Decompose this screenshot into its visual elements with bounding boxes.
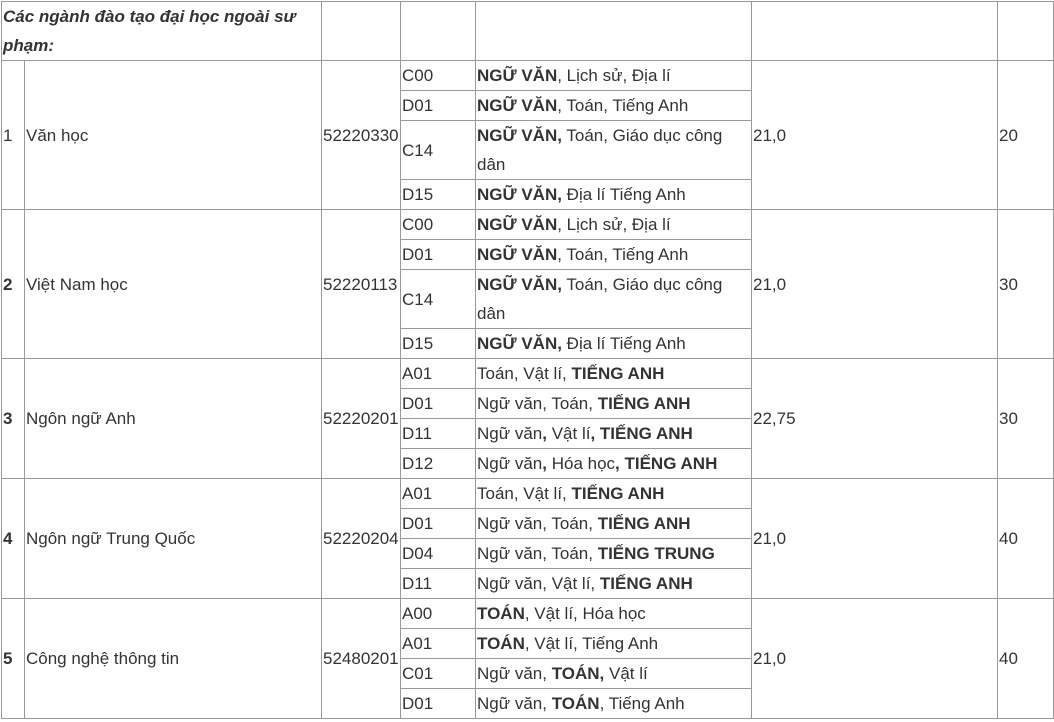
subject-text: Ngữ văn, Vật lí, <box>477 574 600 593</box>
admissions-table <box>1 1 1054 719</box>
combo-subjects <box>476 539 752 569</box>
benchmark-score: 21,0 <box>752 61 998 210</box>
subject-text: Toán, Vật lí, <box>477 484 572 503</box>
subject-text: , Vật lí, Tiếng Anh <box>524 634 659 653</box>
major-name: Công nghệ thông tin <box>25 599 322 719</box>
major-name: Ngôn ngữ Anh <box>25 359 322 479</box>
combo-code: D01 <box>401 509 476 539</box>
combo-code: C00 <box>401 61 476 91</box>
subject-text: Vật lí <box>546 424 591 443</box>
combo-subjects <box>476 270 752 329</box>
combo-subjects <box>476 389 752 419</box>
subject-emphasis: TIẾNG ANH <box>571 364 665 383</box>
subject-emphasis: TIẾNG ANH <box>571 484 665 503</box>
major-code: 52220113 <box>322 210 401 359</box>
section-header-row <box>2 2 1054 61</box>
major-name: Văn học <box>25 61 322 210</box>
combo-code: D01 <box>401 240 476 270</box>
quota: 30 <box>998 359 1054 479</box>
combo-subjects <box>476 629 752 659</box>
subject-text: , Toán, Tiếng Anh <box>557 245 689 264</box>
quota: 20 <box>998 61 1054 210</box>
combo-code: D11 <box>401 569 476 599</box>
header-empty-cell <box>752 2 998 61</box>
table-row <box>2 359 1054 389</box>
combo-subjects <box>476 121 752 180</box>
subject-emphasis: TIẾNG ANH <box>599 574 693 593</box>
combo-code: D11 <box>401 419 476 449</box>
subject-text: Vật lí <box>604 664 648 683</box>
combo-subjects <box>476 659 752 689</box>
table-row <box>2 599 1054 629</box>
subject-emphasis: TOÁN, <box>551 664 605 683</box>
combo-subjects <box>476 210 752 240</box>
subject-text: Địa lí Tiếng Anh <box>561 334 686 353</box>
quota: 40 <box>998 599 1054 719</box>
combo-code: A00 <box>401 599 476 629</box>
combo-code: A01 <box>401 629 476 659</box>
subject-text: Toán, Vật lí, <box>477 364 572 383</box>
subject-text: , Tiếng Anh <box>599 694 685 713</box>
combo-code: C01 <box>401 659 476 689</box>
subject-text: , Lịch sử, Địa lí <box>557 215 671 234</box>
subject-emphasis: TOÁN <box>477 604 525 623</box>
subject-emphasis: NGỮ VĂN, <box>477 334 562 353</box>
header-empty-cell <box>322 2 401 61</box>
combo-subjects <box>476 479 752 509</box>
combo-subjects <box>476 91 752 121</box>
combo-code: D12 <box>401 449 476 479</box>
quota: 30 <box>998 210 1054 359</box>
combo-code: A01 <box>401 479 476 509</box>
subject-text: Ngữ văn <box>477 454 543 473</box>
major-code: 52220330 <box>322 61 401 210</box>
combo-code: D01 <box>401 689 476 719</box>
combo-subjects <box>476 329 752 359</box>
benchmark-score: 22,75 <box>752 359 998 479</box>
header-empty-cell <box>998 2 1054 61</box>
subject-emphasis: , TIẾNG ANH <box>590 424 693 443</box>
subject-text: Ngữ văn, <box>477 694 552 713</box>
subject-emphasis: NGỮ VĂN, <box>477 275 562 294</box>
major-name: Ngôn ngữ Trung Quốc <box>25 479 322 599</box>
table-row <box>2 210 1054 240</box>
combo-subjects <box>476 419 752 449</box>
major-code: 52480201 <box>322 599 401 719</box>
subject-text: Toán, Giáo dục công dân <box>477 275 723 323</box>
row-number: 2 <box>2 210 25 359</box>
subject-emphasis: , TIẾNG ANH <box>615 454 718 473</box>
subject-emphasis: TOÁN <box>477 634 525 653</box>
subject-text: Ngữ văn, Toán, <box>477 544 598 563</box>
table-body <box>2 2 1054 719</box>
subject-text: Địa lí Tiếng Anh <box>561 185 686 204</box>
subject-text: , Vật lí, Hóa học <box>524 604 646 623</box>
subject-text: , Lịch sử, Địa lí <box>557 66 671 85</box>
table-row <box>2 479 1054 509</box>
subject-text: Toán, Giáo dục công dân <box>477 126 723 174</box>
table-row <box>2 61 1054 91</box>
subject-emphasis: , <box>542 454 547 473</box>
subject-text: Ngữ văn <box>477 424 543 443</box>
subject-text: Hóa học <box>546 454 616 473</box>
combo-subjects <box>476 599 752 629</box>
combo-code: A01 <box>401 359 476 389</box>
subject-emphasis: TOÁN <box>551 694 600 713</box>
combo-subjects <box>476 180 752 210</box>
section-title: Các ngành đào tạo đại học ngoài sư phạm: <box>2 2 322 61</box>
subject-text: Ngữ văn, Toán, <box>477 394 598 413</box>
row-number: 1 <box>2 61 25 210</box>
major-name: Việt Nam học <box>25 210 322 359</box>
subject-text: Ngữ văn, Toán, <box>477 514 598 533</box>
subject-emphasis: TIẾNG ANH <box>597 394 691 413</box>
combo-subjects <box>476 449 752 479</box>
header-empty-cell <box>476 2 752 61</box>
subject-text: Ngữ văn, <box>477 664 552 683</box>
combo-code: D01 <box>401 389 476 419</box>
subject-emphasis: NGỮ VĂN, <box>477 185 562 204</box>
subject-emphasis: TIẾNG TRUNG <box>597 544 715 563</box>
subject-emphasis: TIẾNG ANH <box>597 514 691 533</box>
row-number: 5 <box>2 599 25 719</box>
combo-subjects <box>476 569 752 599</box>
header-empty-cell <box>401 2 476 61</box>
combo-subjects <box>476 689 752 719</box>
subject-emphasis: , <box>542 424 547 443</box>
subject-text: , Toán, Tiếng Anh <box>557 96 689 115</box>
combo-code: C00 <box>401 210 476 240</box>
benchmark-score: 21,0 <box>752 479 998 599</box>
combo-code: D15 <box>401 180 476 210</box>
combo-subjects <box>476 509 752 539</box>
row-number: 4 <box>2 479 25 599</box>
combo-code: D15 <box>401 329 476 359</box>
benchmark-score: 21,0 <box>752 210 998 359</box>
combo-code: D01 <box>401 91 476 121</box>
subject-emphasis: NGỮ VĂN <box>477 245 558 264</box>
subject-emphasis: NGỮ VĂN <box>477 66 558 85</box>
major-code: 52220204 <box>322 479 401 599</box>
subject-emphasis: NGỮ VĂN <box>477 96 558 115</box>
subject-emphasis: NGỮ VĂN, <box>477 126 562 145</box>
combo-subjects <box>476 240 752 270</box>
quota: 40 <box>998 479 1054 599</box>
major-code: 52220201 <box>322 359 401 479</box>
benchmark-score: 21,0 <box>752 599 998 719</box>
subject-emphasis: NGỮ VĂN <box>477 215 558 234</box>
combo-code: C14 <box>401 121 476 180</box>
combo-code: D04 <box>401 539 476 569</box>
combo-subjects <box>476 61 752 91</box>
row-number: 3 <box>2 359 25 479</box>
combo-code: C14 <box>401 270 476 329</box>
combo-subjects <box>476 359 752 389</box>
